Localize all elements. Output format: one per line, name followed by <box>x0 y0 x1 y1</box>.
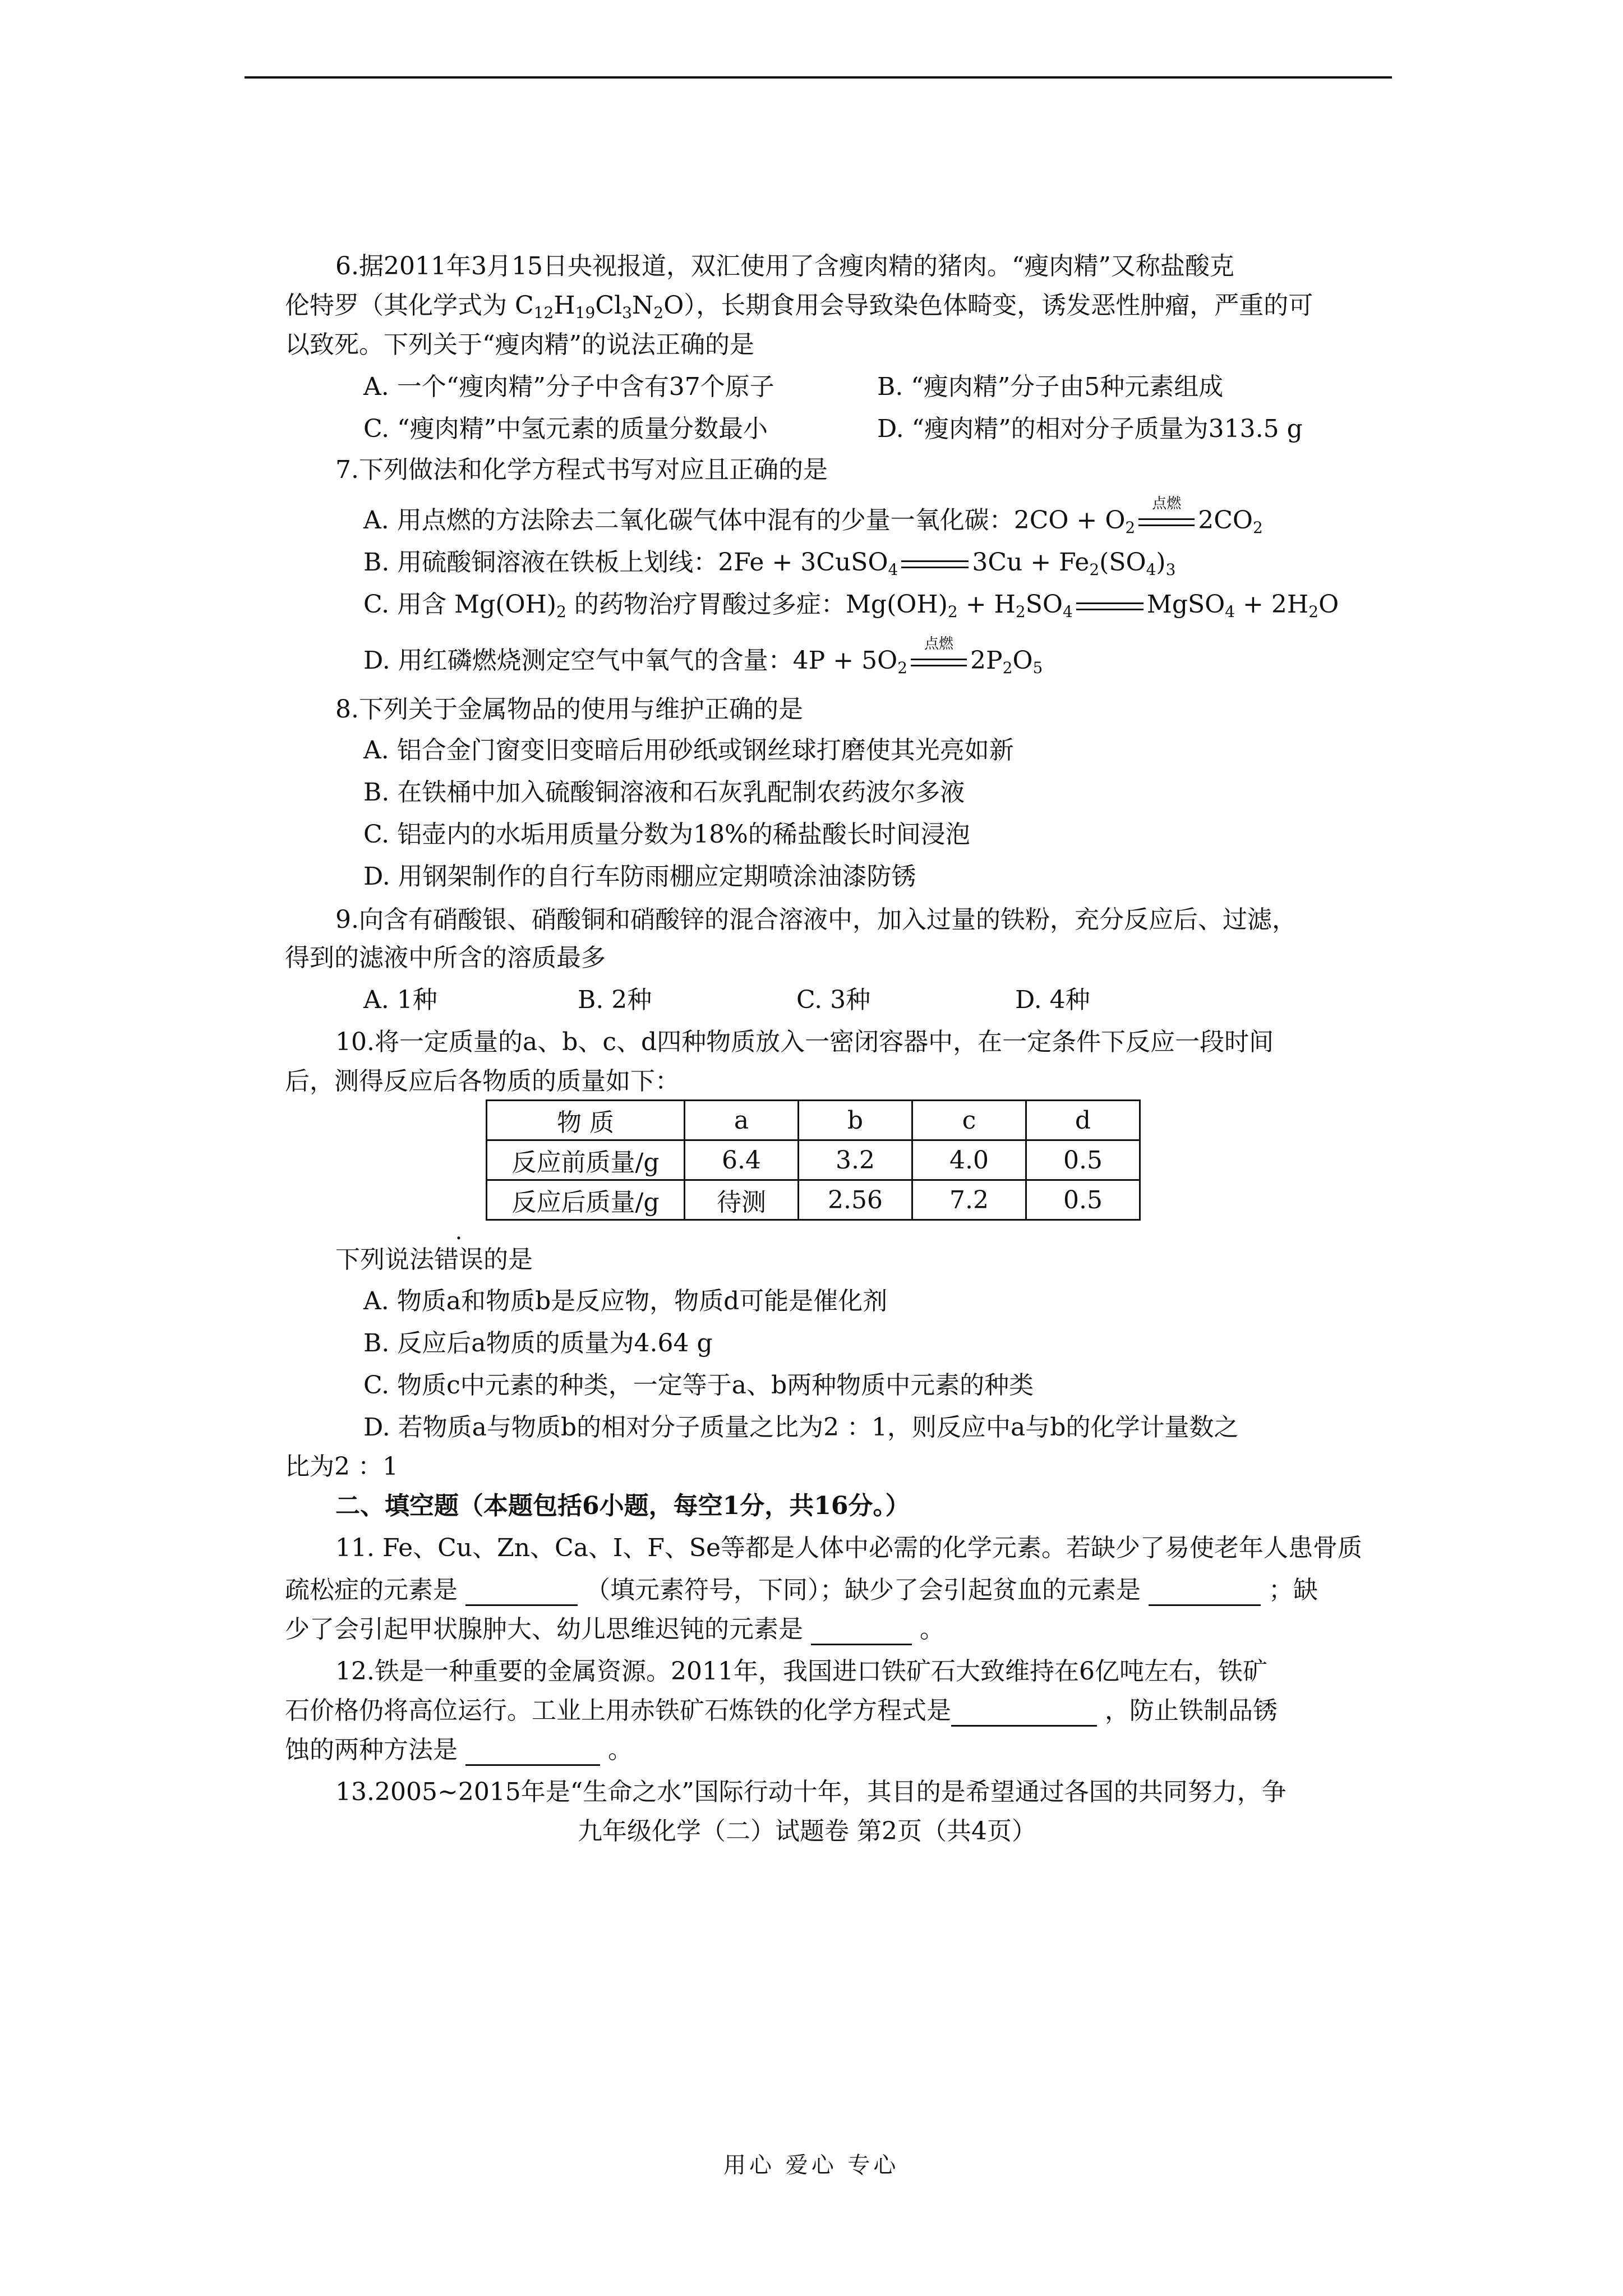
q8-option-b: B. 在铁桶中加入硫酸铜溶液和石灰乳配制农药波尔多液 <box>363 778 965 807</box>
mass-table <box>486 1099 1141 1221</box>
q6-option-a: A. 一个“瘦肉精”分子中含有37个原子 <box>363 372 774 401</box>
q10-option-c: C. 物质c中元素的种类，一定等于a、b两种物质中元素的种类 <box>363 1371 1034 1400</box>
q10-question: 下列说法错误的是 <box>335 1245 533 1274</box>
table-header-cell: a <box>685 1101 799 1140</box>
table-cell: 3.2 <box>799 1140 912 1180</box>
answer-blank[interactable] <box>951 1703 1097 1727</box>
q7-option-c: C. 用含 $Mg(OH)_2$ 的药物治疗胃酸过多症：$Mg(OH)_2 + H_2SO_4$ MgSO$_4$ + $2H_2O$ <box>363 590 1339 621</box>
table-row <box>487 1180 1140 1220</box>
top-rule <box>245 76 1392 79</box>
table-cell: 6.4 <box>685 1140 799 1180</box>
q9-option-d: D. 4种 <box>1015 986 1090 1014</box>
table-cell: 反应后质量/g <box>487 1180 685 1220</box>
q8-option-d: D. 用钢架制作的自行车防雨棚应定期喷涂油漆防锈 <box>363 862 916 891</box>
q9-line1: 9.向含有硝酸银、硝酸铜和硝酸锌的混合溶液中，加入过量的铁粉，充分反应后、过滤， <box>335 905 1297 934</box>
table-header-cell: c <box>912 1101 1026 1140</box>
table-header-cell: b <box>799 1101 912 1140</box>
q11-line1: 11. Fe、Cu、Zn、Ca、I、F、Se等都是人体中必需的化学元素。若缺少了易使老年人患骨质 <box>335 1534 1363 1562</box>
table-cell: 0.5 <box>1026 1140 1140 1180</box>
q9-option-a: A. 1种 <box>363 986 437 1014</box>
q6-option-d: D. “瘦肉精”的相对分子质量为313.5 g <box>877 415 1303 443</box>
q8-option-c: C. 铝壶内的水垢用质量分数为18%的稀盐酸长时间浸泡 <box>363 820 970 849</box>
section-title-fill-in: 二、填空题（本题包括6小题，每空1分，共16分。） <box>335 1492 910 1520</box>
emphasis-dotted: 错误 <box>434 1245 483 1274</box>
q6-line3: 以致死。下列关于“瘦肉精”的说法正确的是 <box>285 330 754 359</box>
q6-line1: 6.据2011年3月15日央视报道，双汇使用了含瘦肉精的猪肉。“瘦肉精”又称盐酸克 <box>335 252 1234 280</box>
equation-arrow: 点燃 <box>907 645 970 677</box>
q6-line2: 伦特罗（其化学式为 $C_{12}H_{19}Cl_3N_2O$），长期食用会导致染色体畸变，诱发恶性肿瘤，严重的可 <box>285 291 1313 322</box>
table-cell: 0.5 <box>1026 1180 1140 1220</box>
table-header-cell: 物 质 <box>487 1101 685 1140</box>
q13-line1: 13.2005~2015年是“生命之水”国际行动十年，其目的是希望通过各国的共同努力，争 <box>335 1778 1287 1806</box>
exam-page-info: 九年级化学（二）试题卷 第2页（共4页） <box>578 1817 1036 1846</box>
q11-line2: 疏松症的元素是 （填元素符号，下同）；缺少了会引起贫血的元素是 ；缺 <box>285 1575 1318 1606</box>
q10-line2: 后，测得反应后各物质的质量如下： <box>285 1067 680 1096</box>
answer-blank[interactable] <box>465 1582 578 1606</box>
table-cell: 2.56 <box>799 1180 912 1220</box>
q9-option-c: C. 3种 <box>796 986 871 1014</box>
q12-line3: 蚀的两种方法是 。 <box>285 1734 633 1766</box>
q8-stem: 8.下列关于金属物品的使用与维护正确的是 <box>335 695 803 724</box>
q6-option-b: B. “瘦肉精”分子由5种元素组成 <box>877 372 1224 401</box>
q10-option-d-line1: D. 若物质a与物质b的相对分子质量之比为2 ：1，则反应中a与b的化学计量数之 <box>363 1413 1239 1442</box>
q10-option-b: B. 反应后a物质的质量为4.64 g <box>363 1329 713 1358</box>
q7-stem: 7.下列做法和化学方程式书写对应且正确的是 <box>335 455 828 484</box>
q7-option-a: A. 用点燃的方法除去二氧化碳气体中混有的少量一氧化碳：$2CO + O_2$ 点燃 $2CO_2$ <box>363 495 1263 537</box>
table-row <box>487 1140 1140 1180</box>
answer-blank[interactable] <box>465 1742 600 1766</box>
answer-blank[interactable] <box>1149 1582 1261 1606</box>
q10-option-a: A. 物质a和物质b是反应物，物质d可能是催化剂 <box>363 1287 888 1315</box>
table-cell: 7.2 <box>912 1180 1026 1220</box>
q9-line2: 得到的滤液中所含的溶质最多 <box>285 944 606 972</box>
table-cell: 待测 <box>685 1180 799 1220</box>
q12-line1: 12.铁是一种重要的金属资源。2011年，我国进口铁矿石大致维持在6亿吨左右，铁矿 <box>335 1657 1267 1686</box>
q8-option-a: A. 铝合金门窗变旧变暗后用砂纸或钢丝球打磨使其光亮如新 <box>363 736 1014 765</box>
table-header-row <box>487 1101 1140 1140</box>
q7-option-b: B. 用硫酸铜溶液在铁板上划线：2Fe + 3CuSO$_4$ $3Cu + Fe_2(SO_4)_3$ <box>363 548 1176 579</box>
equation-equals <box>898 547 972 578</box>
page-motto: 用心 爱心 专心 <box>723 2152 900 2178</box>
answer-blank[interactable] <box>811 1621 912 1645</box>
q12-line2: 石价格仍将高位运行。工业上用赤铁矿石炼铁的化学方程式是 ，防止铁制品锈 <box>285 1695 1278 1727</box>
q11-line3: 少了会引起甲状腺肿大、幼儿思维迟钝的元素是 。 <box>285 1614 944 1645</box>
q7-option-d: D. 用红磷燃烧测定空气中氧气的含量：$4P + 5O_2$ 点燃 $2P_2O_5$ <box>363 636 1043 677</box>
q9-option-b: B. 2种 <box>578 986 652 1014</box>
table-cell: 反应前质量/g <box>487 1140 685 1180</box>
table-cell: 4.0 <box>912 1140 1026 1180</box>
q10-option-d-line2: 比为2 ：1 <box>285 1452 398 1481</box>
equation-equals <box>1073 589 1147 620</box>
equation-arrow: 点燃 <box>1135 505 1198 536</box>
q10-line1: 10.将一定质量的a、b、c、d四种物质放入一密闭容器中，在一定条件下反应一段时间 <box>335 1028 1274 1056</box>
q6-option-c: C. “瘦肉精”中氢元素的质量分数最小 <box>363 415 768 443</box>
table-header-cell: d <box>1026 1101 1140 1140</box>
